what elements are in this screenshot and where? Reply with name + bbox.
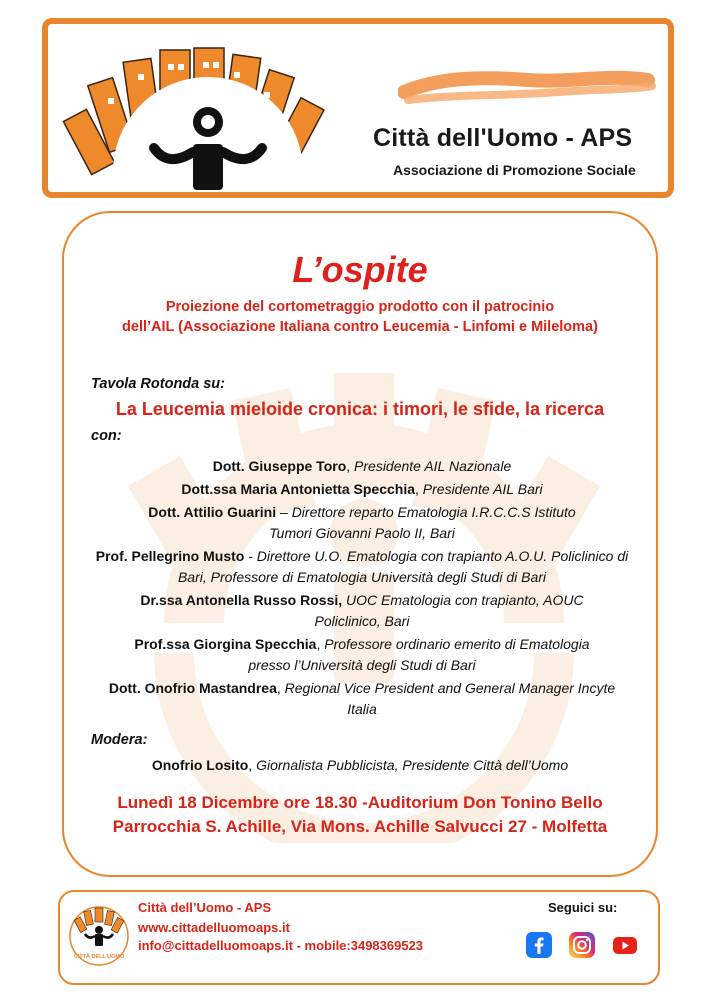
follow-us-label: Seguici su:: [548, 900, 618, 915]
footer-website-link[interactable]: www.cittadelluomoaps.it: [138, 920, 290, 935]
footer-contact-info[interactable]: info@cittadelluomoaps.it - mobile:3498369523: [138, 938, 424, 953]
speaker-name: Prof. Pellegrino Musto: [95, 548, 245, 564]
speaker-separator: ,: [276, 680, 285, 696]
event-date-line: Lunedì 18 Dicembre ore 18.30 -Auditorium Don Tonino Bello: [117, 793, 603, 812]
header-banner: [42, 18, 674, 198]
speaker-name: Dott.ssa Maria Antonietta Specchia: [181, 481, 415, 497]
speaker-role: Presidente AIL Bari: [422, 481, 543, 497]
speaker-role: Presidente AIL Nazionale: [354, 458, 512, 474]
youtube-icon[interactable]: [612, 932, 638, 958]
facebook-icon[interactable]: [526, 932, 552, 958]
speaker-separator: ,: [415, 481, 423, 497]
subtitle-line: dell’AIL (Associazione Italiana contro Leucemia - Linfomi e Mileloma): [122, 319, 598, 335]
decorative-brush-stroke: [398, 66, 658, 116]
with-label: con:: [91, 428, 122, 444]
speaker-role: Direttore reparto Ematologia I.R.C.C.S Istituto Tumori Giovanni Paolo II, Bari: [269, 504, 576, 541]
organization-subtitle: Associazione di Promozione Sociale: [393, 162, 636, 178]
speaker-name: Dr.ssa Antonella Russo Rossi,: [140, 592, 343, 608]
event-date-location: [64, 791, 656, 839]
speaker-item: [84, 590, 640, 632]
event-title: L’ospite: [292, 249, 428, 290]
speaker-separator: ,: [346, 458, 355, 474]
moderator: [64, 757, 656, 773]
speaker-role: UOC Ematologia con trapianto, AOUC Policlinico, Bari: [314, 592, 584, 629]
speaker-role: Professore ordinario emerito di Ematologia presso l’Università degli Studi di Bari: [248, 636, 590, 673]
round-table-label: Tavola Rotonda su:: [91, 376, 225, 392]
subtitle-line: Proiezione del cortometraggio prodotto con il patrocinio: [165, 299, 555, 315]
footer: [58, 890, 660, 985]
footer-logo: [68, 902, 130, 974]
speaker-name: Dott. Onofrio Mastandrea: [108, 680, 277, 696]
event-card: [62, 211, 658, 877]
moderator-separator: ,: [248, 757, 257, 773]
footer-org-name: Città dell’Uomo - APS: [138, 900, 272, 915]
association-logo: [58, 40, 358, 190]
speaker-role: Direttore U.O. Ematologia con trapianto A.O.U. Policlinico di Bari, Professore di Ematologia Università degli Studi di Bari: [177, 548, 629, 585]
speaker-name: Dott. Giuseppe Toro: [212, 458, 347, 474]
speaker-name: Prof.ssa Giorgina Specchia: [134, 636, 317, 652]
speaker-separator: –: [276, 504, 292, 520]
moderator-role: Giornalista Pubblicista, Presidente Città dell’Uomo: [256, 757, 569, 773]
speaker-separator: -: [244, 548, 257, 564]
organization-name: Città dell'Uomo - APS: [373, 124, 633, 152]
event-location-line: Parrocchia S. Achille, Via Mons. Achille Salvucci 27 - Molfetta: [112, 817, 608, 836]
moderator-label: Modera:: [91, 732, 148, 748]
speaker-item: [84, 502, 640, 544]
moderator-name: Onofrio Losito: [151, 757, 249, 773]
footer-logo-text: CITTÀ DELL'UOMO: [73, 954, 125, 960]
round-table-topic: La Leucemia mieloide cronica: i timori, le sfide, la ricerca: [115, 399, 605, 419]
speaker-name: Dott. Attilio Guarini: [148, 504, 277, 520]
speaker-list: [84, 456, 640, 722]
instagram-icon[interactable]: [569, 932, 595, 958]
speaker-role: Regional Vice President and General Manager Incyte Italia: [284, 680, 616, 717]
speaker-item: [84, 456, 640, 477]
speaker-item: [84, 634, 640, 676]
speaker-item: [84, 546, 640, 588]
event-subtitle: [64, 297, 656, 337]
speaker-separator: ,: [316, 636, 325, 652]
speaker-item: [84, 678, 640, 720]
speaker-item: [84, 479, 640, 500]
